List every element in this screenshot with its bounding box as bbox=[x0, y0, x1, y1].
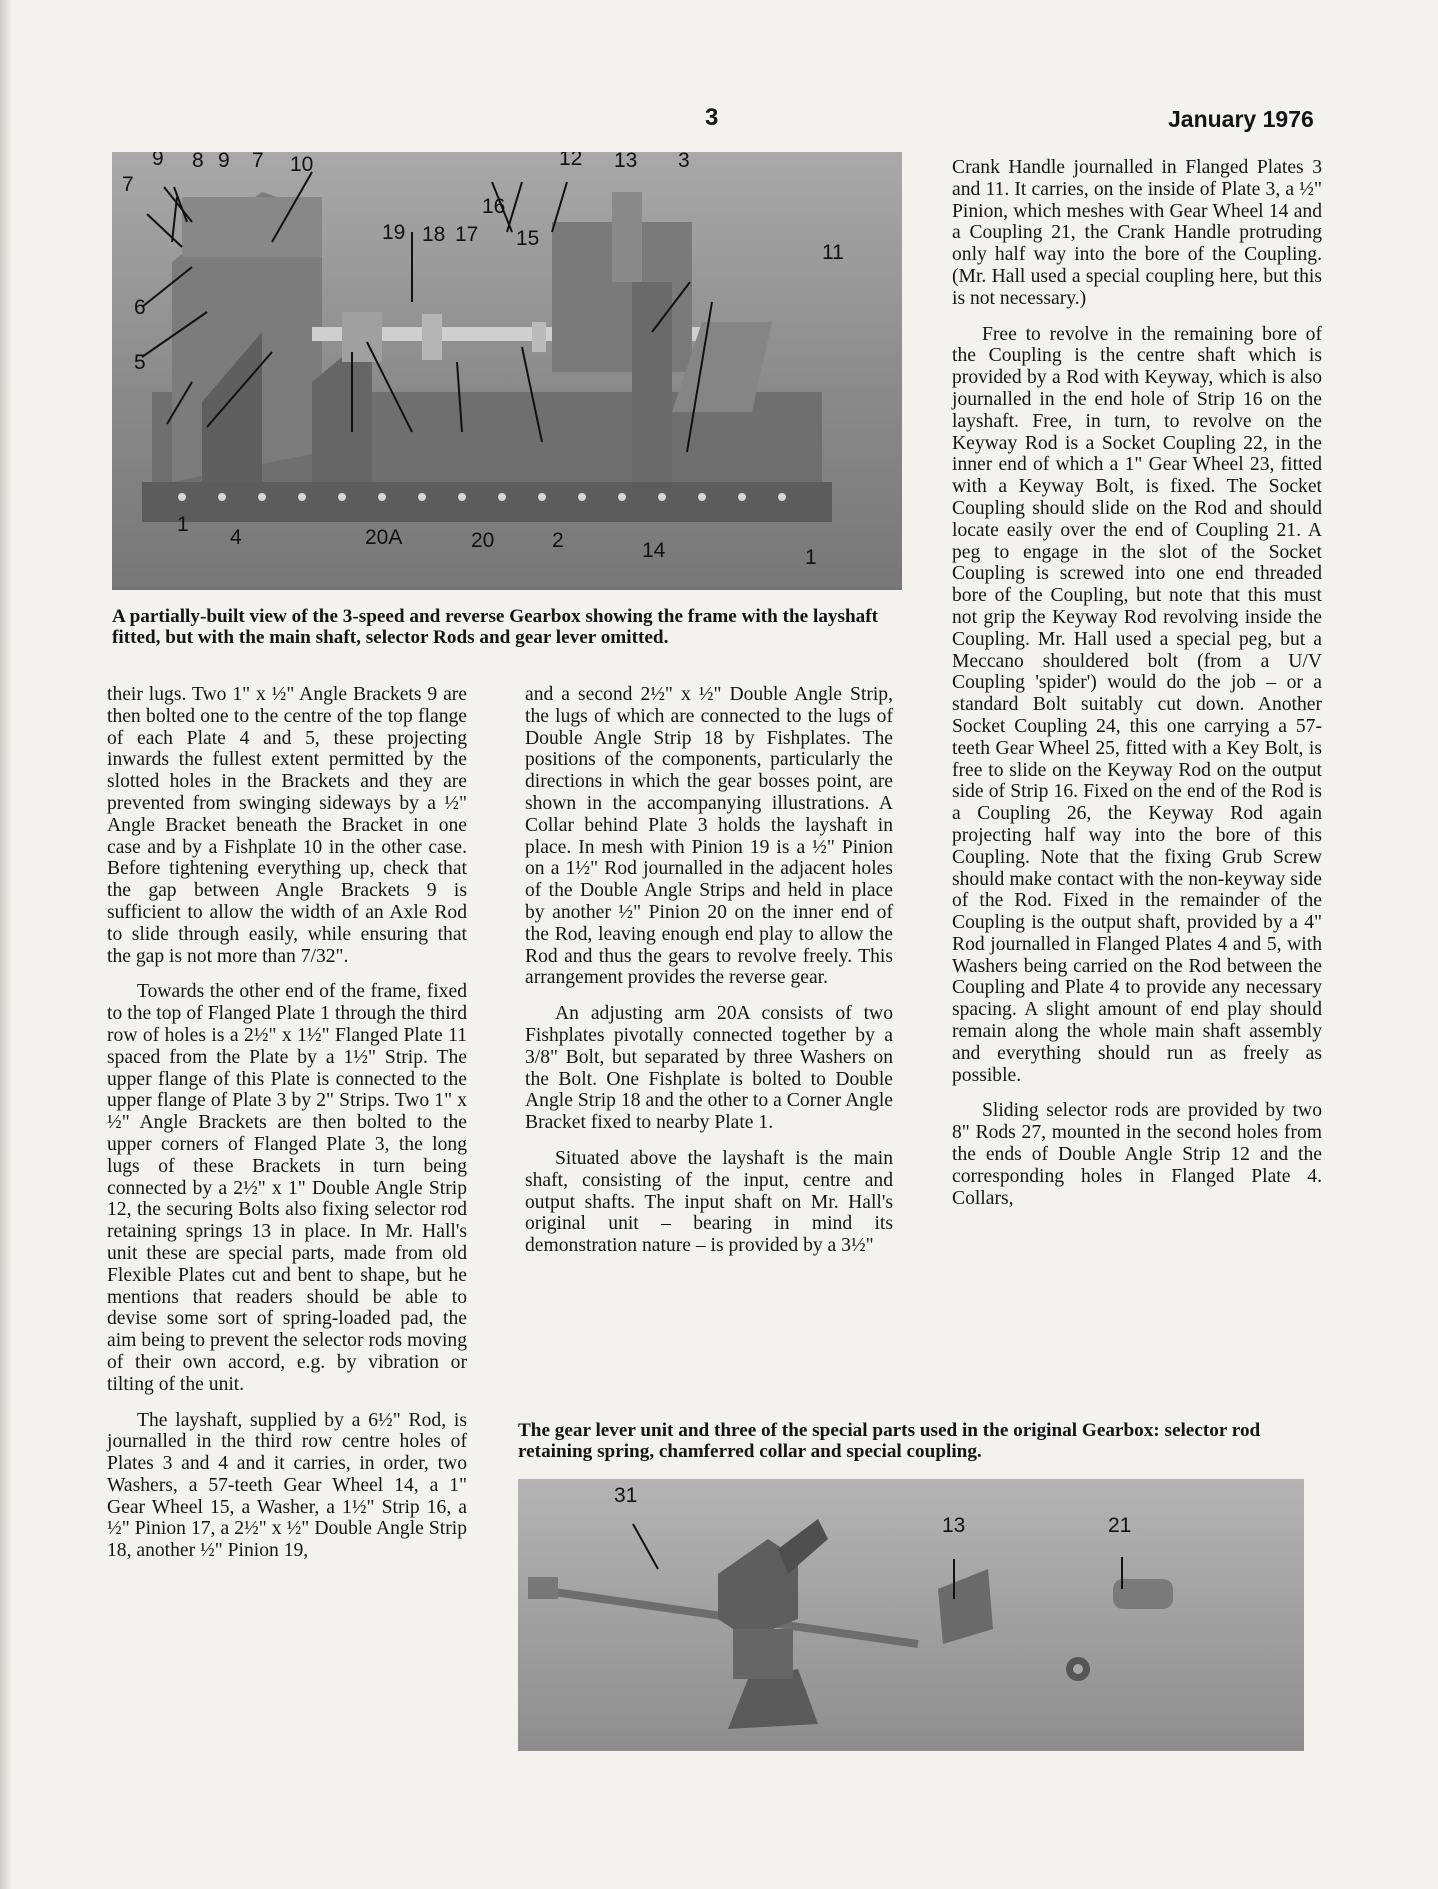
page-number: 3 bbox=[705, 104, 719, 131]
figure-label: 15 bbox=[516, 227, 540, 250]
figure-label: 18 bbox=[422, 223, 446, 246]
figure-label: 21 bbox=[1108, 1514, 1132, 1537]
text-column-3 bbox=[952, 157, 1322, 1209]
figure-label: 11 bbox=[822, 241, 844, 264]
paragraph: An adjusting arm 20A consists of two Fishplates pivotally connected together by a 3/8" Bolt, but separated by three Washers on the Bolt. One Fishplate is bolted to Double Angle Strip 18 and the other to a Corner Angle Bracket fixed to nearby Plate 1. bbox=[525, 1003, 893, 1134]
figure-label: 7 bbox=[122, 173, 134, 196]
top-figure-caption: A partially-built view of the 3-speed and reverse Gearbox showing the frame with the layshaft fitted, but with the main shaft, selector Rods and gear lever omitted. bbox=[112, 606, 879, 648]
gearbox-frame-illustration bbox=[112, 152, 902, 590]
figure-label: 7 bbox=[252, 152, 264, 172]
paragraph: and a second 2½" x ½" Double Angle Strip, the lugs of which are connected to the lugs of Double Angle Strip 18 by Fishplates. The positions of the components, particularly the directions in which the gear bosses point, are shown in the accompanying illustrations. A Collar behind Plate 3 holds the layshaft in place. In mesh with Pinion 19 is a ½" Pinion on a 1½" Rod journalled in the adjacent holes of the Double Angle Strips and held in place by another ½" Pinion 20 on the inner end of the Rod, leaving enough end play to allow the Rod and thus the gears to revolve freely. This arrangement provides the reverse gear. bbox=[525, 684, 893, 989]
figure-label: 8 bbox=[192, 152, 204, 172]
figure-label: 31 bbox=[614, 1484, 638, 1507]
paragraph: Situated above the layshaft is the main shaft, consisting of the input, centre and output shafts. The input shaft on Mr. Hall's original unit – bearing in mind its demonstration nature – is provided by a 3½" bbox=[525, 1147, 893, 1257]
issue-date: January 1976 bbox=[1168, 106, 1314, 132]
figure-label: 3 bbox=[678, 152, 690, 172]
figure-label: 10 bbox=[290, 153, 314, 176]
figure-label: 20 bbox=[471, 529, 495, 552]
paragraph: Free to revolve in the remaining bore of the Coupling is the centre shaft which is provided by a Rod with Keyway, which is also journalled in the end hole of Strip 16 on the layshaft. Free, in turn, to revolve on the Keyway Rod is a Socket Coupling 22, in the inner end of which a 1" Gear Wheel 23, fitted with a Keyway Bolt, is fixed. The Socket Coupling should slide on the Rod and should locate easily over the end of Coupling 21. A peg to engage in the slot of the Socket Coupling is screwed into one end threaded bore of the Coupling, but note that this must not grip the Keyway Rod revolving inside the Coupling. Mr. Hall used a special peg, but a Meccano shouldered bolt (from a U/V Coupling 'spider') would do the job – or a standard Bolt suitably cut down. Another Socket Coupling 24, this one carrying a 57-teeth Gear Wheel 25, fitted with a Key Bolt, is free to slide on the Keyway Rod on the output side of Strip 16. Fixed on the end of the Rod is a Coupling 26, the Keyway Rod again projecting half way into the bore of this Coupling. Note that the fixing Grub Screw should make contact with the non-keyway side of the Rod. Fixed in the remainder of the Coupling is the output shaft, provided by a 4" Rod journalled in Flanged Plates 4 and 5, with Washers being carried on the Rod between the Coupling and Plate 4 to provide any necessary spacing. A slight amount of end play should remain along the whole main shaft assembly and everything should run as freely as possible. bbox=[952, 323, 1322, 1086]
text-column-2 bbox=[525, 684, 893, 1257]
figure-label: 19 bbox=[382, 221, 406, 244]
figure-label: 4 bbox=[230, 526, 242, 549]
figure-label: 9 bbox=[218, 152, 230, 172]
page-edge-shadow bbox=[0, 0, 12, 1889]
text-column-1 bbox=[107, 684, 467, 1562]
figure-label: 13 bbox=[614, 152, 638, 172]
gearbox-frame-photo bbox=[112, 152, 902, 590]
figure-label: 6 bbox=[134, 296, 146, 319]
gear-lever-parts-illustration bbox=[518, 1479, 1304, 1751]
figure-label: 5 bbox=[134, 351, 146, 374]
figure-label: 16 bbox=[482, 195, 506, 218]
figure-label: 9 bbox=[152, 152, 164, 170]
figure-label: 14 bbox=[642, 539, 666, 562]
figure-label: 1 bbox=[805, 546, 817, 569]
figure-label: 1 bbox=[177, 513, 189, 536]
paragraph: Sliding selector rods are provided by two 8" Rods 27, mounted in the second holes from the ends of Double Angle Strip 12 and the corresponding holes in Flanged Plate 4. Collars, bbox=[952, 1100, 1322, 1209]
paragraph: The layshaft, supplied by a 6½" Rod, is journalled in the third row centre holes of Plates 3 and 4 and it carries, in order, two Washers, a 57-teeth Gear Wheel 14, a 1" Gear Wheel 15, a Washer, a 1½" Strip 16, a ½" Pinion 17, a 2½" x ½" Double Angle Strip 18, another ½" Pinion 19, bbox=[107, 1409, 467, 1562]
figure-label: 2 bbox=[552, 529, 564, 552]
paragraph: Crank Handle journalled in Flanged Plates 3 and 11. It carries, on the inside of Plate 3, a ½" Pinion, which meshes with Gear Wheel 14 and a Coupling 21, the Crank Handle protruding only half way into the bore of the Coupling. (Mr. Hall used a special coupling here, but this is not necessary.) bbox=[952, 157, 1322, 309]
paragraph: Towards the other end of the frame, fixed to the top of Flanged Plate 1 through the third row of holes is a 2½" x 1½" Flanged Plate 11 spaced from the Plate by a 1½" Strip. The upper flange of this Plate is connected to the upper flange of Plate 3 by 2" Strips. Two 1" x ½" Angle Brackets are then bolted to the upper corners of Flanged Plate 3, the long lugs of these Brackets in turn being connected by a 2½" x 1" Double Angle Strip 12, the securing Bolts also fixing selector rod retaining springs 13 in place. In Mr. Hall's unit these are special parts, made from old Flexible Plates cut and bent to shape, but he mentions that readers should be able to devise some sort of spring-loaded pad, the aim being to prevent the selector rods moving of their own accord, e.g. by vibration or tilting of the unit. bbox=[107, 981, 467, 1395]
figure-label: 17 bbox=[455, 223, 479, 246]
paragraph: their lugs. Two 1" x ½" Angle Brackets 9 are then bolted one to the centre of the top flange of each Plate 4 and 5, these projecting inwards the fullest extent permitted by the slotted holes in the Brackets and they are prevented from swinging sideways by a ½" Angle Bracket beneath the Bracket in one case and by a Fishplate 10 in the other case. Before tightening everything up, check that the gap between Angle Brackets 9 is sufficient to allow the width of an Axle Rod to slide through easily, while ensuring that the gap is not more than 7/32". bbox=[107, 684, 467, 967]
figure-label: 12 bbox=[559, 152, 583, 170]
figure-label: 20A bbox=[365, 526, 403, 549]
bottom-figure-caption: The gear lever unit and three of the special parts used in the original Gearbox: selector rod retaining spring, chamferred collar and special coupling. bbox=[518, 1420, 1261, 1462]
figure-label: 13 bbox=[942, 1514, 966, 1537]
gear-lever-parts-photo bbox=[518, 1479, 1304, 1751]
